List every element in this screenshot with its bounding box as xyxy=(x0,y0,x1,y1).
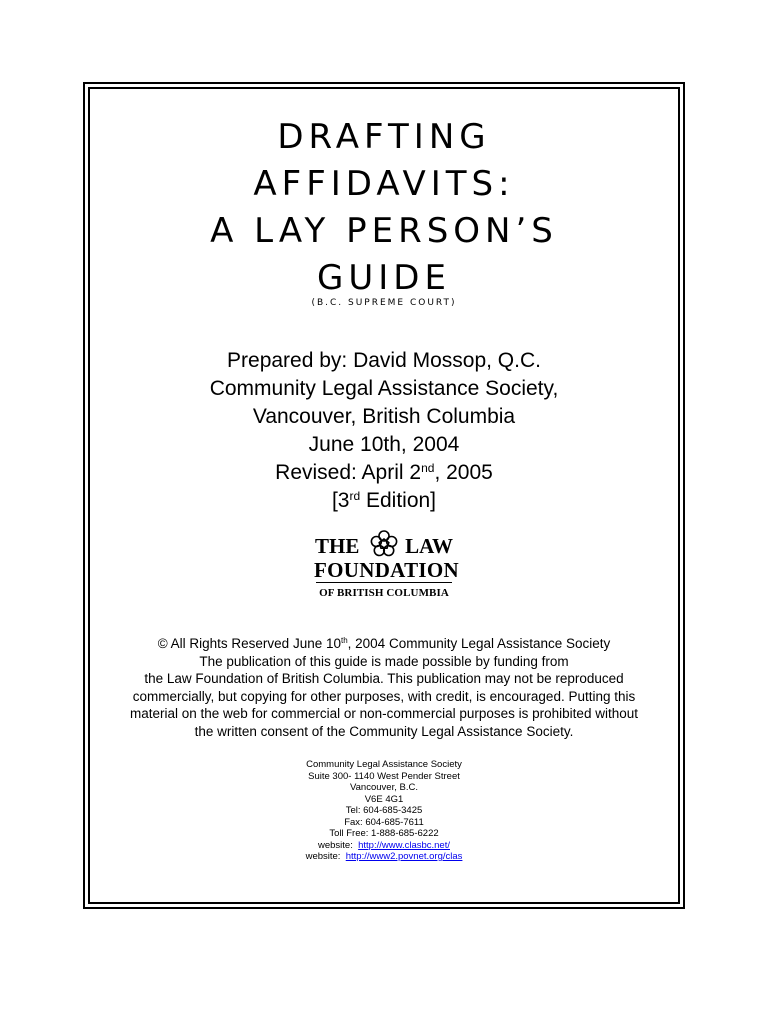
revised-date xyxy=(90,459,678,487)
rights-line-2: The publication of this guide is made possible by funding from xyxy=(199,653,569,669)
logo-rule xyxy=(316,582,452,583)
logo-text-of-bc: OF BRITISH COLUMBIA xyxy=(319,587,449,599)
contact-street: Suite 300- 1140 West Pender Street xyxy=(308,770,460,782)
contact-city: Vancouver, B.C. xyxy=(350,782,418,793)
title-line-4: GUIDE xyxy=(317,258,451,298)
cover-page xyxy=(90,89,678,863)
title-line-2: AFFIDAVITS: xyxy=(253,164,515,204)
law-foundation-logo xyxy=(314,529,459,609)
flower-emblem-icon xyxy=(369,529,399,559)
revised-sup: nd xyxy=(421,461,435,475)
rights-line-1-suffix: , 2004 Community Legal Assistance Society xyxy=(347,636,611,651)
rights-line-5: material on the web for commercial or non-commercial purposes is prohibited without xyxy=(130,706,638,721)
revised-prefix: Revised: April 2 xyxy=(275,461,422,484)
edition-suffix: Edition] xyxy=(360,489,437,512)
prepared-org: Community Legal Assistance Society, xyxy=(209,377,559,400)
contact-website-1 xyxy=(90,840,678,852)
rights-line-1-sup: th xyxy=(340,636,348,645)
website-2-link[interactable]: http://www2.povnet.org/clas xyxy=(345,851,463,862)
title-line-1: DRAFTING xyxy=(277,117,491,157)
logo-text-foundation: FOUNDATION xyxy=(314,558,459,582)
contact-postal: V6E 4G1 xyxy=(364,793,404,805)
website-1-link[interactable]: http://www.clasbc.net/ xyxy=(358,839,450,851)
rights-line-1-prefix: © All Rights Reserved June 10 xyxy=(157,636,341,651)
contact-block xyxy=(90,759,678,863)
logo-text-the: THE xyxy=(315,534,360,558)
prepared-date: June 10th, 2004 xyxy=(308,433,460,456)
document-title xyxy=(90,114,678,302)
prepared-place: Vancouver, British Columbia xyxy=(252,405,516,428)
contact-name: Community Legal Assistance Society xyxy=(306,759,462,770)
rights-line-4: commercially, but copying for other purposes, with credit, is encouraged. Putting this xyxy=(132,688,636,704)
contact-tel: Tel: 604-685-3425 xyxy=(345,805,423,816)
edition xyxy=(90,487,678,515)
rights-line-6: the written consent of the Community Legal Assistance Society. xyxy=(194,723,574,739)
prepared-by-block xyxy=(90,347,678,515)
logo-text-law: LAW xyxy=(405,534,453,558)
contact-website-2 xyxy=(90,851,678,863)
website-1-label: website: xyxy=(317,839,359,851)
document-subtitle: (B.C. SUPREME COURT) xyxy=(311,298,457,308)
edition-sup: rd xyxy=(349,489,361,503)
rights-notice xyxy=(90,635,678,740)
rights-line-1 xyxy=(90,635,678,653)
website-2-label: website: xyxy=(305,851,346,862)
edition-prefix: [3 xyxy=(331,489,350,512)
rights-line-3: the Law Foundation of British Columbia. This publication may not be reproduced xyxy=(144,671,624,686)
contact-fax: Fax: 604-685-7611 xyxy=(344,816,424,828)
contact-tollfree: Toll Free: 1-888-685-6222 xyxy=(329,828,439,839)
prepared-by: Prepared by: David Mossop, Q.C. xyxy=(227,349,541,372)
title-line-3: A LAY PERSON’S xyxy=(210,211,558,251)
revised-suffix: , 2005 xyxy=(434,461,493,484)
